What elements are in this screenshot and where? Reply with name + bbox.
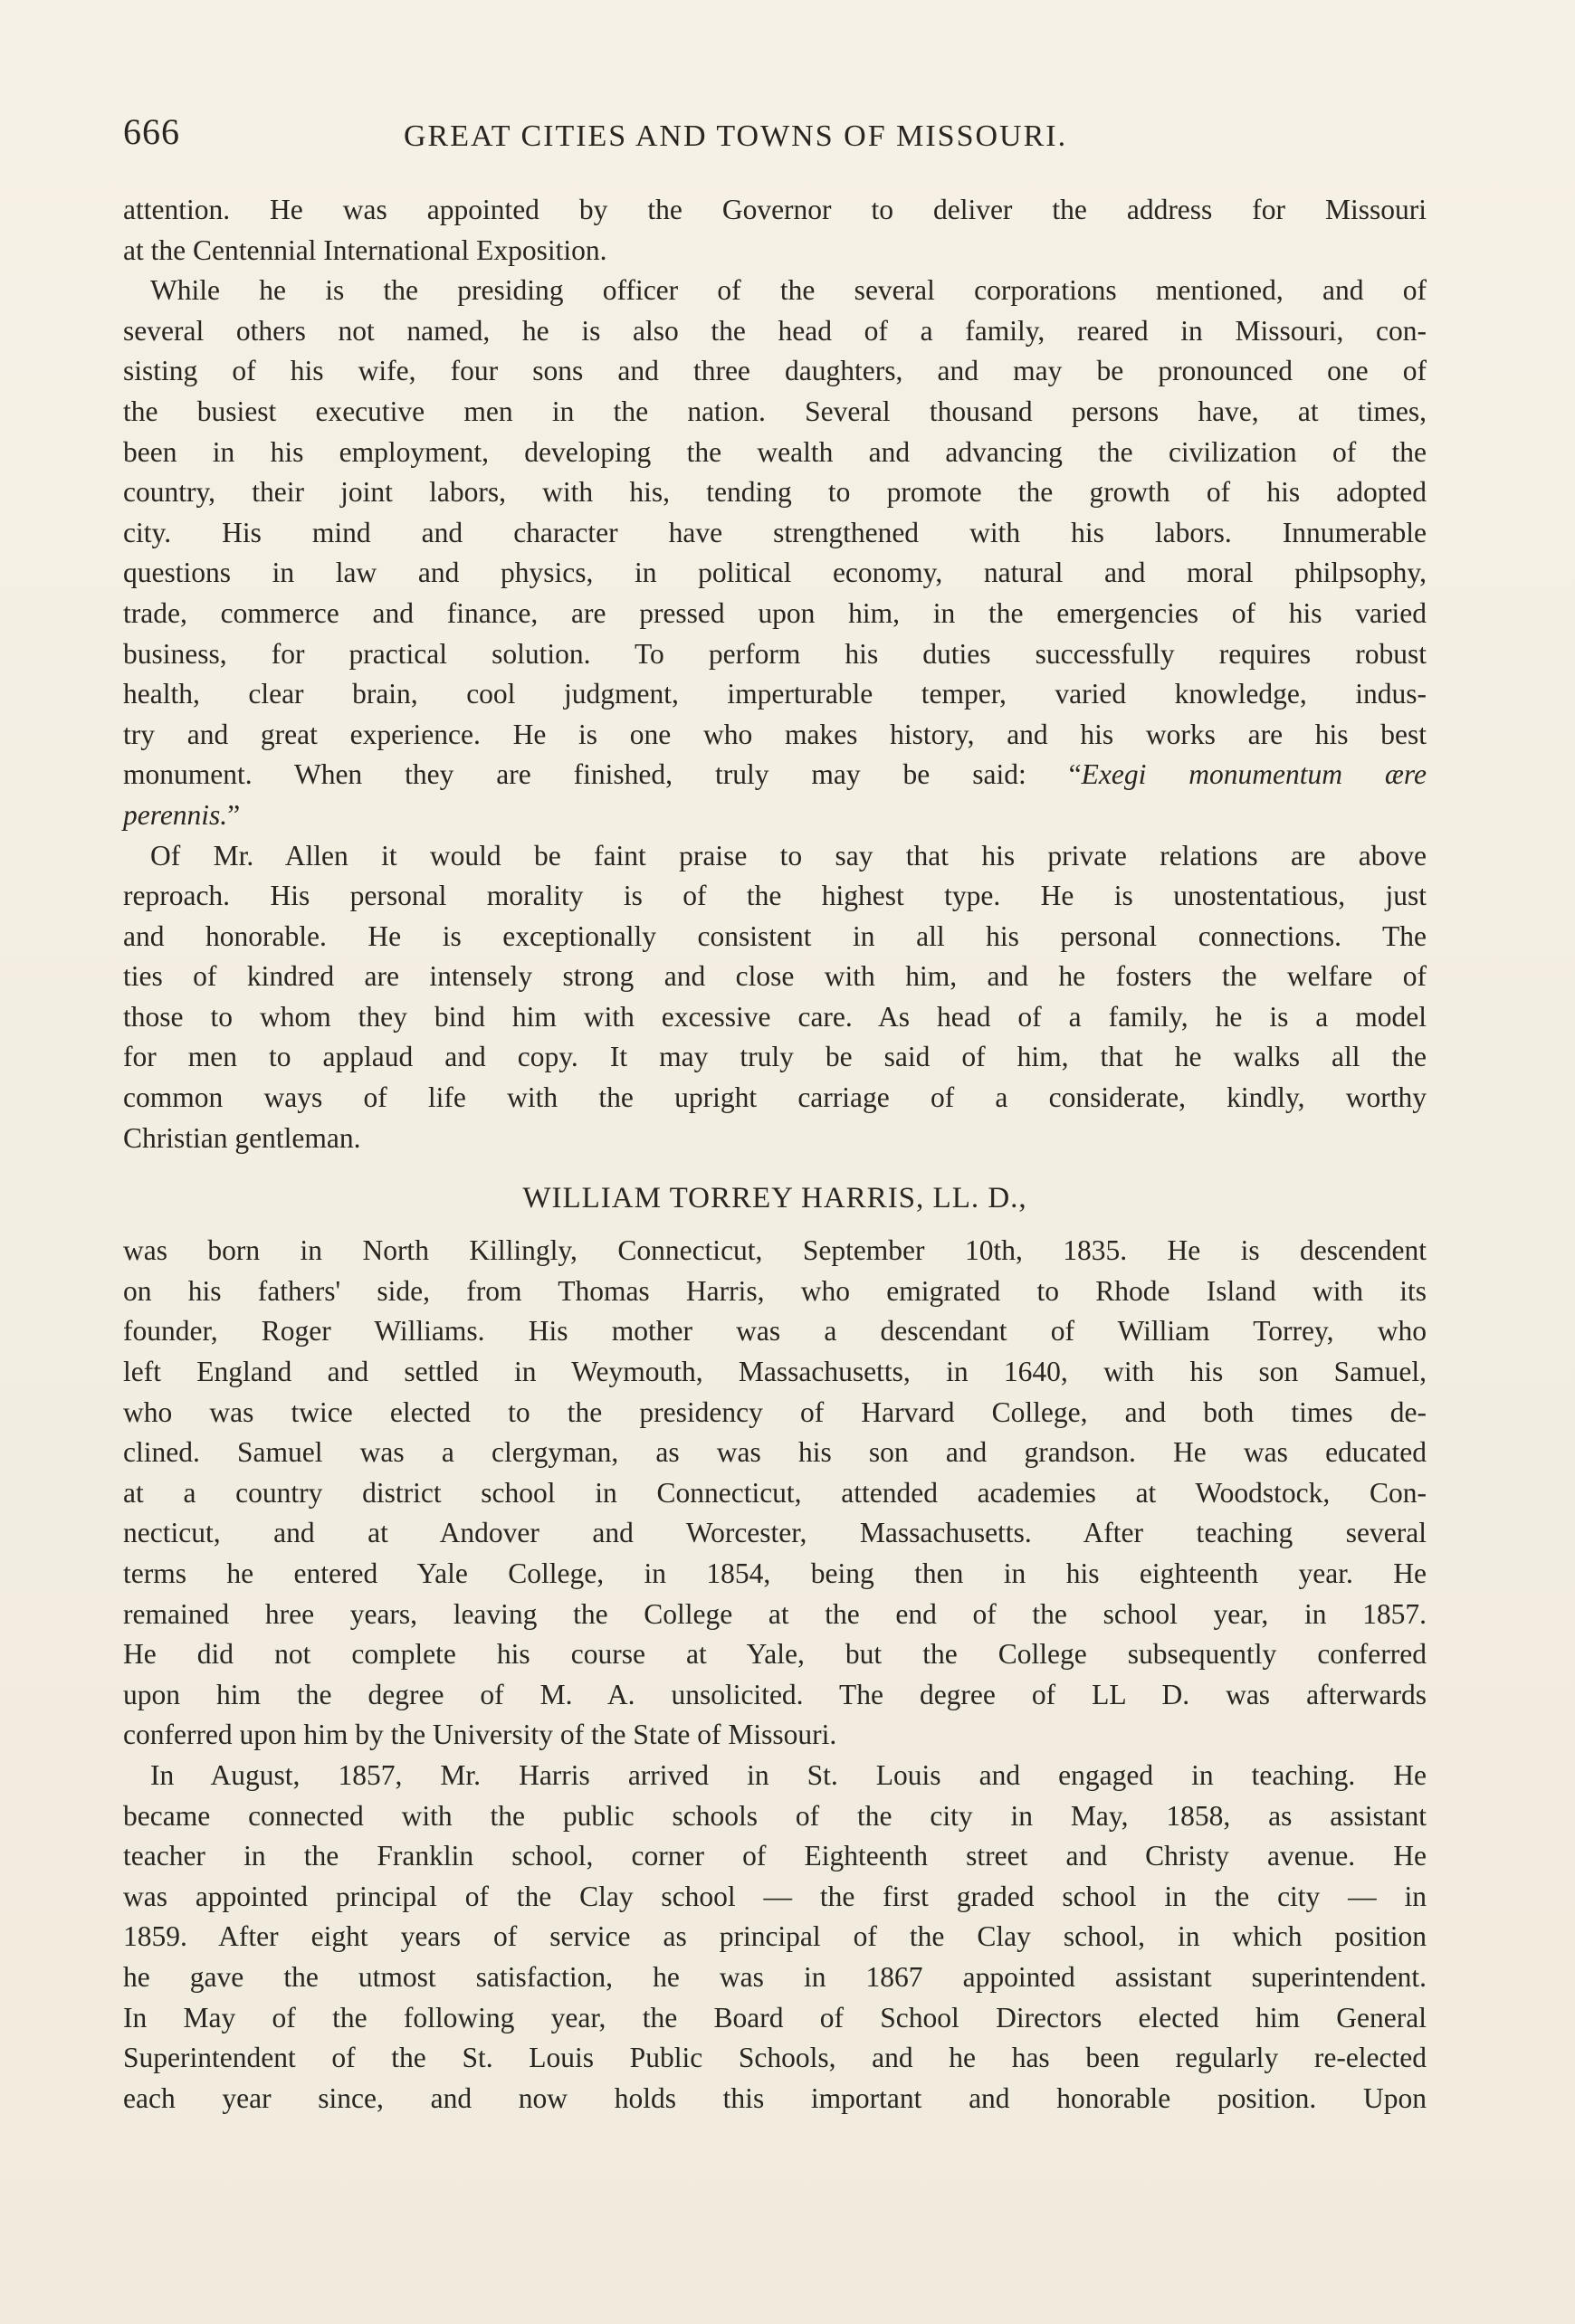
text-line: been in his employment, developing the wealth and advancing the civilization of the: [123, 435, 1427, 468]
text-fragment: ”: [227, 798, 241, 831]
text-line: ties of kindred are intensely strong and close with him, and he fosters the welfare of: [123, 960, 1427, 993]
text-line: terms he entered Yale College, in 1854, being then in his eighteenth year. He: [123, 1557, 1427, 1589]
text-line: those to whom they bind him with excessive care. As head of a family, he is a model: [123, 1000, 1427, 1033]
text-line: health, clear brain, cool judgment, imperturable temper, varied knowledge, indus-: [123, 678, 1427, 710]
text-line: the busiest executive men in the nation. Several thousand persons have, at times,: [123, 395, 1427, 427]
text-line: In August, 1857, Mr. Harris arrived in St. Louis and engaged in teaching. He: [150, 1758, 1427, 1791]
text-line: reproach. His personal morality is of the highest type. He is unostentatious, just: [123, 880, 1427, 912]
text-line: several others not named, he is also the head of a family, reared in Missouri, con-: [123, 314, 1427, 347]
text-line: He did not complete his course at Yale, but the College subsequently conferred: [123, 1638, 1427, 1671]
text-line: necticut, and at Andover and Worcester, Massachusetts. After teaching several: [123, 1517, 1427, 1549]
latin-quote-end: perennis.: [123, 798, 228, 831]
text-line: Of Mr. Allen it would be faint praise to say that his private relations are above: [150, 839, 1427, 872]
latin-quote: Exegi monumentum ære: [1081, 758, 1427, 791]
page-body: [123, 190, 1427, 2119]
text-line-quote: [123, 755, 1427, 795]
text-fragment: monument. When they are finished, truly may be said: “: [123, 758, 1082, 791]
text-line: questions in law and physics, in political economy, natural and moral philpsophy,: [123, 557, 1427, 589]
text-line: country, their joint labors, with his, tending to promote the growth of his adopted: [123, 476, 1427, 509]
text-line: on his fathers' side, from Thomas Harris, who emigrated to Rhode Island with its: [123, 1274, 1427, 1307]
text-line: for men to applaud and copy. It may truly be said of him, that he walks all the: [123, 1041, 1427, 1073]
text-line: common ways of life with the upright carriage of a considerate, kindly, worthy: [123, 1081, 1427, 1114]
text-line: try and great experience. He is one who makes history, and his works are his best: [123, 718, 1427, 750]
text-line: and honorable. He is exceptionally consistent in all his personal connections. The: [123, 919, 1427, 952]
text-line: teacher in the Franklin school, corner of Eighteenth street and Christy avenue. He: [123, 1840, 1427, 1872]
text-line: was born in North Killingly, Connecticut, September 10th, 1835. He is descendent: [123, 1234, 1427, 1267]
text-line: at the Centennial International Exposition.: [123, 233, 607, 266]
text-line: left England and settled in Weymouth, Massachusetts, in 1640, with his son Samuel,: [123, 1356, 1427, 1388]
text-line: city. His mind and character have strengthened with his labors. Innumerable: [123, 516, 1427, 548]
text-line: trade, commerce and finance, are pressed upon him, in the emergencies of his varied: [123, 596, 1427, 629]
text-line: conferred upon him by the University of the State of Missouri.: [123, 1719, 837, 1751]
text-line: was appointed principal of the Clay school — the first graded school in the city — in: [123, 1880, 1427, 1912]
page-number: 666: [123, 111, 180, 152]
text-line: founder, Roger Williams. His mother was a descendant of William Torrey, who: [123, 1315, 1427, 1348]
page-header: [123, 110, 1427, 165]
text-line: In May of the following year, the Board of School Directors elected him General: [123, 2001, 1427, 2034]
text-line: While he is the presiding officer of the several corporations mentioned, and of: [150, 274, 1427, 307]
text-line-quote-end: [123, 795, 1427, 836]
section-heading: WILLIAM TORREY HARRIS, LL. D.,: [522, 1182, 1027, 1215]
text-line: became connected with the public schools of the city in May, 1858, as assistant: [123, 1799, 1427, 1832]
text-line: he gave the utmost satisfaction, he was in 1867 appointed assistant superintendent.: [123, 1960, 1427, 1993]
text-line: upon him the degree of M. A. unsolicited. The degree of LL D. was afterwards: [123, 1678, 1427, 1710]
text-line: sisting of his wife, four sons and three daughters, and may be pronounced one of: [123, 355, 1427, 387]
text-line: business, for practical solution. To perform his duties successfully requires robust: [123, 637, 1427, 670]
text-line: 1859. After eight years of service as principal of the Clay school, in which position: [123, 1920, 1427, 1953]
text-line: Christian gentleman.: [123, 1121, 361, 1154]
text-line: at a country district school in Connecticut, attended academies at Woodstock, Con-: [123, 1476, 1427, 1509]
text-line: each year since, and now holds this important and honorable position. Upon: [123, 2081, 1427, 2114]
text-line: remained hree years, leaving the College at the end of the school year, in 1857.: [123, 1597, 1427, 1630]
text-line: attention. He was appointed by the Governor to deliver the address for Missouri: [123, 194, 1427, 225]
text-line: clined. Samuel was a clergyman, as was his son and grandson. He was educated: [123, 1436, 1427, 1469]
text-line: who was twice elected to the presidency of Harvard College, and both times de-: [123, 1395, 1427, 1428]
text-line: Superintendent of the St. Louis Public Schools, and he has been regularly re-elected: [123, 2042, 1427, 2074]
running-title: GREAT CITIES AND TOWNS OF MISSOURI.: [404, 119, 1068, 153]
